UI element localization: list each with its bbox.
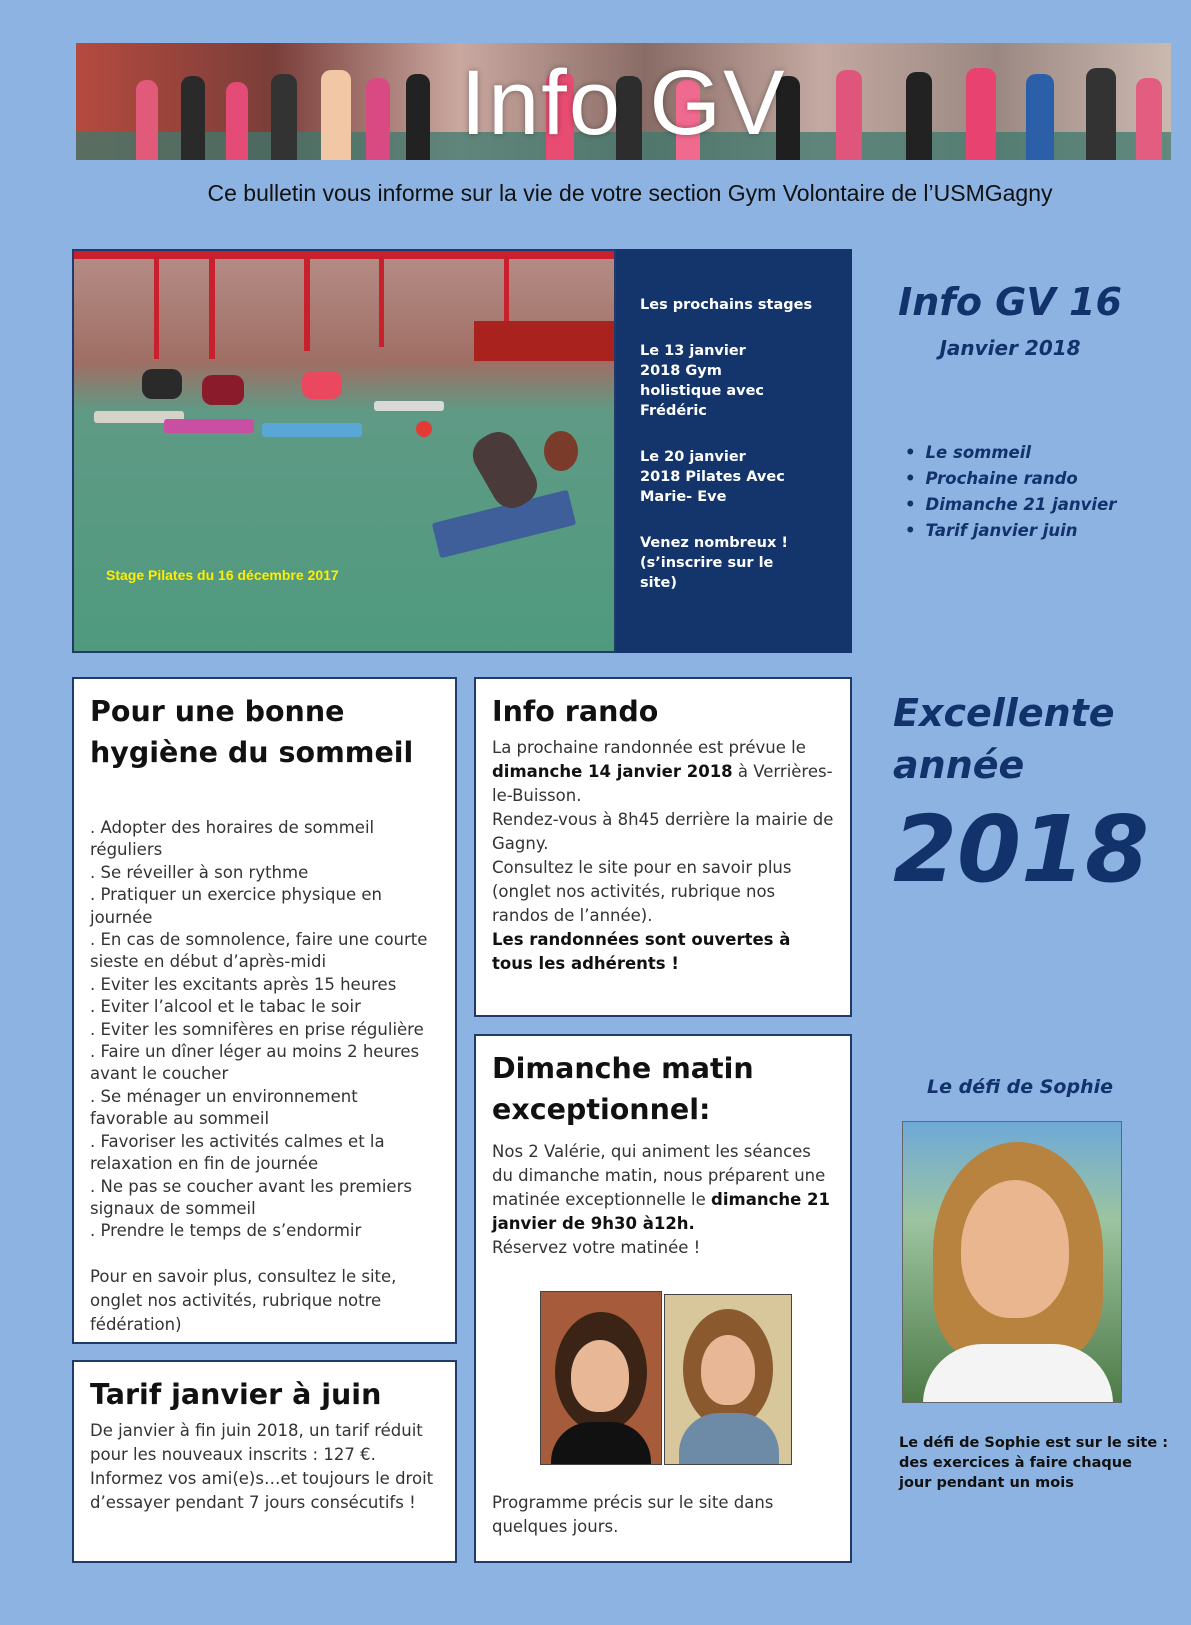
rando-card <box>474 677 852 1017</box>
hero-photo-caption: Stage Pilates du 16 décembre 2017 <box>106 567 339 583</box>
list-item: . Adopter des horaires de sommeil réguliers <box>90 818 375 860</box>
stages-call-to-action: Venez nombreux ! (s’inscrire sur le site) <box>640 535 789 591</box>
list-item: . Ne pas se coucher avant les premiers signaux de sommeil <box>90 1176 412 1218</box>
sophie-note <box>899 1433 1169 1493</box>
sunday-date: dimanche 21 janvier de 9h30 à12h. <box>492 1190 831 1233</box>
tarif-card <box>72 1360 457 1563</box>
banner-subtitle: Ce bulletin vous informe sur la vie de votre section Gym Volontaire de l’USMGagny <box>207 180 1053 206</box>
valerie-photo-1 <box>540 1291 662 1465</box>
toc-item: • Dimanche 21 janvier <box>905 492 1185 518</box>
sophie-note-line: Le défi de Sophie est sur le site : <box>899 1435 1169 1451</box>
rando-date: dimanche 14 janvier 2018 <box>492 762 733 781</box>
valerie-photo-2 <box>664 1294 792 1465</box>
rando-website-note: Consultez le site pour en savoir plus (onglet nos activités, rubrique nos randos de l’année). <box>492 858 792 925</box>
sophie-title: Le défi de Sophie <box>926 1076 1114 1098</box>
list-item: . Faire un dîner léger au moins 2 heures avant le coucher <box>90 1042 420 1084</box>
greeting-line-2: année <box>893 743 1025 787</box>
sophie-photo <box>902 1121 1122 1403</box>
sleep-tips-list <box>90 817 439 1243</box>
tarif-text: De janvier à fin juin 2018, un tarif réduit pour les nouveaux inscrits : 127 €. Informez vos ami(e)s…et toujours le droit d’essayer pendant 7 jours consécutifs ! <box>90 1421 434 1512</box>
list-item: . Eviter l’alcool et le tabac le soir <box>90 997 361 1017</box>
sleep-more-info: Pour en savoir plus, consultez le site, onglet nos activités, rubrique notre fédération) <box>90 1266 397 1334</box>
greeting-line-1: Excellente <box>893 691 1115 735</box>
banner-title: Info GV <box>460 52 787 154</box>
sophie-note-line: des exercices à faire chaque jour pendant un mois <box>899 1455 1132 1491</box>
rando-intro: La prochaine randonnée est prévue le <box>492 738 806 757</box>
sunday-text <box>492 1140 834 1260</box>
list-item: . Favoriser les activités calmes et la relaxation en fin de journée <box>90 1131 385 1174</box>
rando-meeting: Rendez-vous à 8h45 derrière la mairie de Gagny. <box>492 810 834 853</box>
list-item: . Se ménager un environnement favorable au sommeil <box>90 1086 358 1129</box>
rando-text <box>492 736 834 976</box>
hero-photo <box>72 249 616 653</box>
stage-item: Le 13 janvier 2018 Gym holistique avec Frédéric <box>640 343 765 419</box>
header-banner <box>76 43 1171 160</box>
toc-item: • Prochaine rando <box>905 466 1185 492</box>
issue-date: Janvier 2018 <box>939 336 1081 360</box>
rando-open-note: Les randonnées sont ouvertes à tous les adhérents ! <box>492 930 791 973</box>
toc-item: • Tarif janvier juin <box>905 518 1185 544</box>
rando-title: Info rando <box>492 695 659 728</box>
list-item: . Eviter les somnifères en prise régulière <box>90 1019 424 1039</box>
table-of-contents <box>905 440 1185 544</box>
sunday-reserve: Réservez votre matinée ! <box>492 1238 701 1257</box>
sunday-card <box>474 1034 852 1563</box>
rando-place: à Verrières-le-Buisson. <box>492 762 833 805</box>
list-item: . Eviter les excitants après 15 heures <box>90 974 397 994</box>
list-item: . En cas de somnolence, faire une courte sieste en début d’après-midi <box>90 930 428 972</box>
stages-panel <box>616 249 852 653</box>
sunday-footer: Programme précis sur le site dans quelques jours. <box>492 1493 774 1536</box>
sleep-card <box>72 677 457 1344</box>
list-item: . Prendre le temps de s’endormir <box>90 1221 362 1241</box>
greeting-year: 2018 <box>893 796 1150 903</box>
list-item: . Se réveiller à son rythme <box>90 862 309 882</box>
issue-title: Info GV 16 <box>898 280 1122 324</box>
sunday-intro: Nos 2 Valérie, qui animent les séances du dimanche matin, nous préparent une matinée exceptionnelle le <box>492 1142 826 1209</box>
sleep-title: Pour une bonne hygiène du sommeil <box>90 695 414 769</box>
toc-item: • Le sommeil <box>905 440 1185 466</box>
sunday-title: Dimanche matin exceptionnel: <box>492 1052 754 1126</box>
stages-heading: Les prochains stages <box>640 297 813 313</box>
stage-item: Le 20 janvier 2018 Pilates Avec Marie- Eve <box>640 449 785 505</box>
tarif-title: Tarif janvier à juin <box>90 1378 382 1411</box>
list-item: . Pratiquer un exercice physique en journée <box>90 885 382 927</box>
